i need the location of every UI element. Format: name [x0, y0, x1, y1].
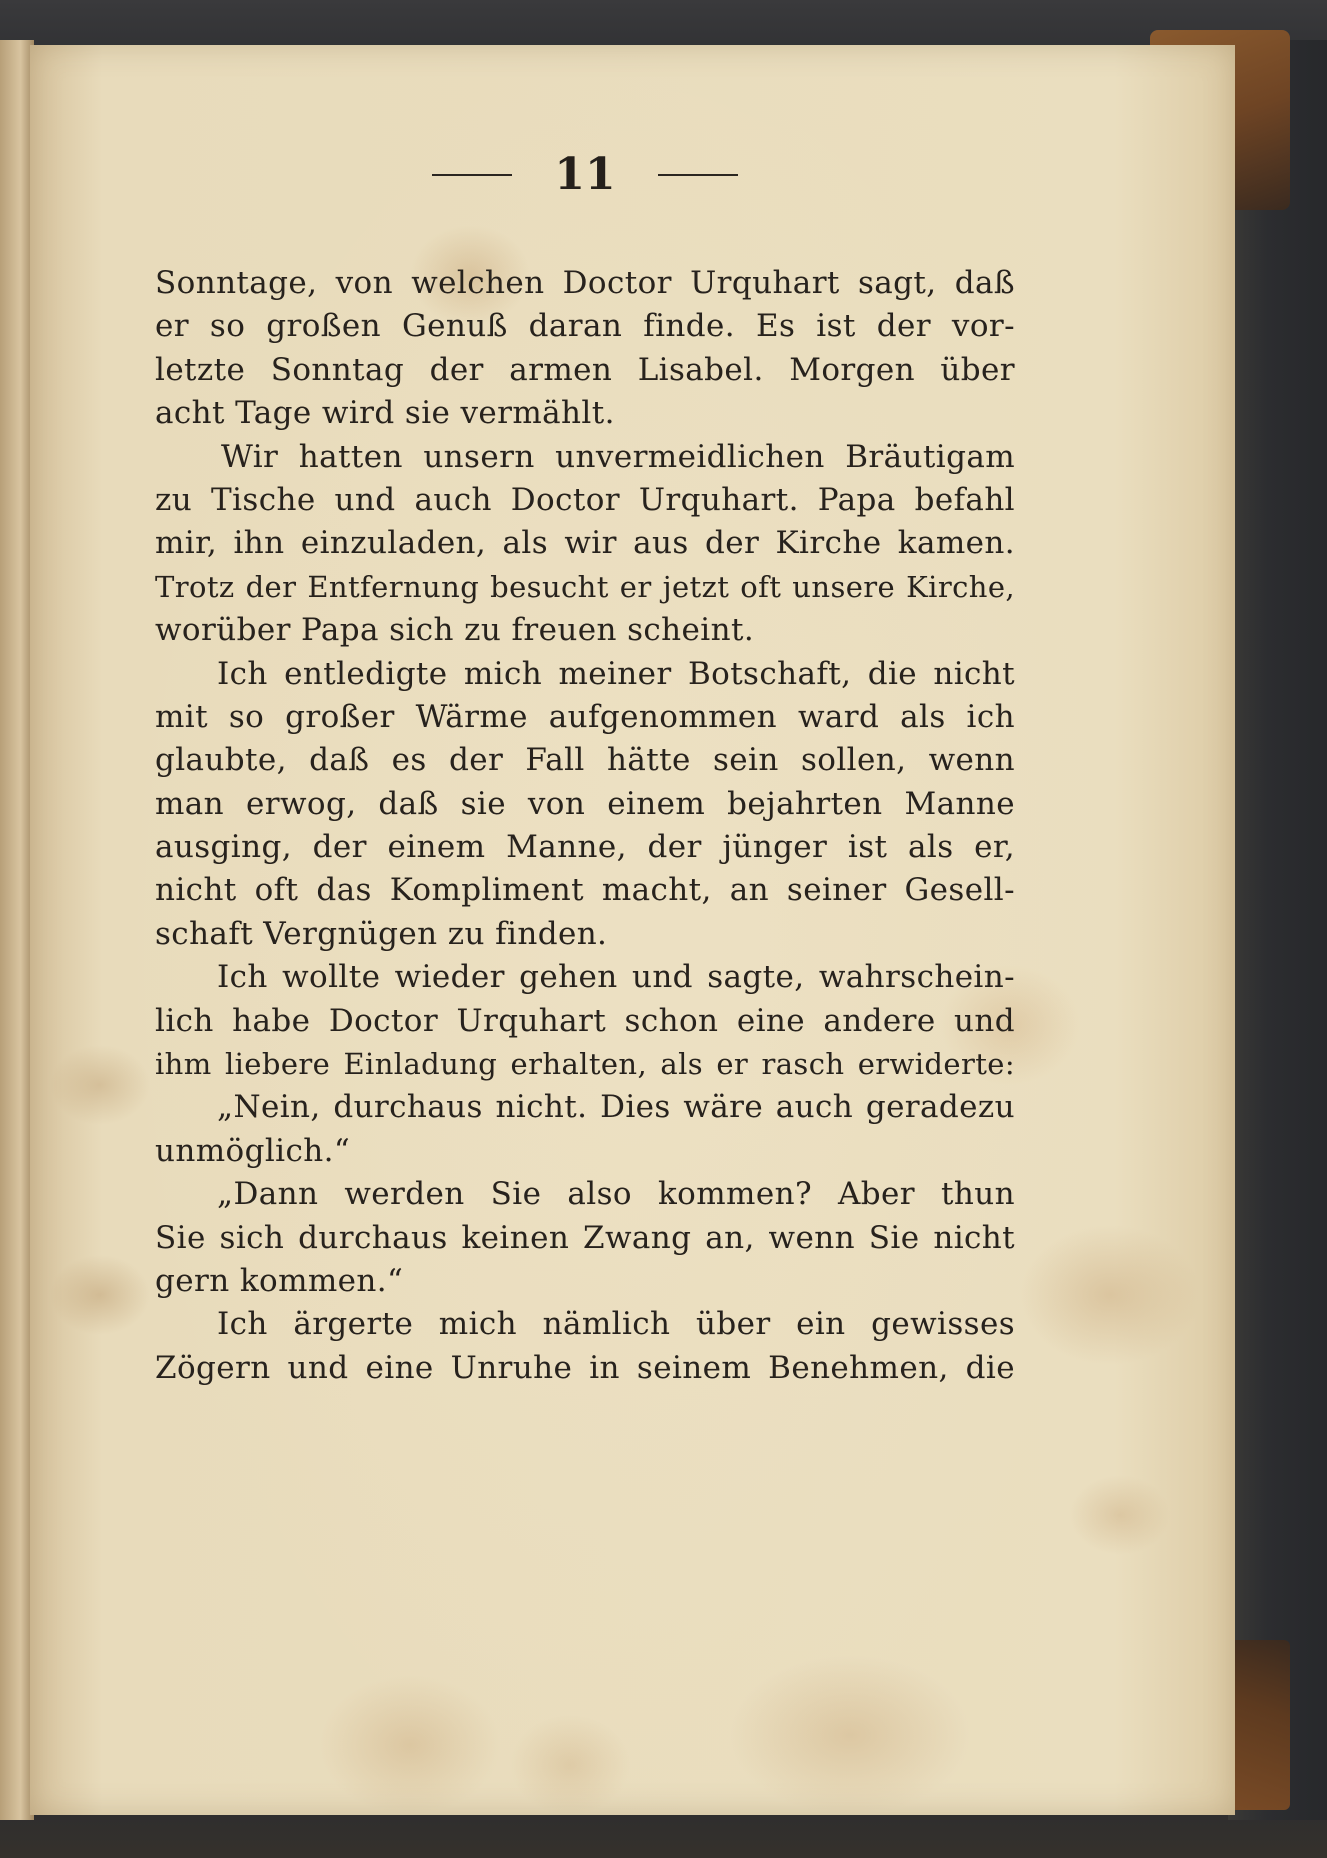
text-line: letzte Sonntag der armen Lisabel. Morgen über [155, 351, 1015, 388]
text-line: Trotz der Entfernung besucht er jetzt oft unsere Kirche, [155, 569, 1015, 604]
text-line: Wir hatten unsern unvermeidlichen Bräutigam [221, 438, 1015, 475]
text-line: lich habe Doctor Urquhart schon eine andere und [155, 1002, 1015, 1039]
text-line: „Dann werden Sie also kommen? Aber thun [217, 1176, 1015, 1213]
cover-edge [1228, 40, 1327, 1820]
text-line: man erwog, daß sie von einem bejahrten Manne [155, 785, 1015, 822]
text-line: gern kommen.“ [155, 1262, 404, 1299]
text-line: schaft Vergnügen zu finden. [155, 915, 608, 952]
text-line: ausging, der einem Manne, der jünger ist als er, [155, 829, 1015, 866]
text-line: Sonntage, von welchen Doctor Urquhart sagt, daß [155, 265, 1015, 301]
text-line: zu Tische und auch Doctor Urquhart. Papa befahl [155, 481, 1015, 518]
text-line: Ich entledigte mich meiner Botschaft, die nicht [217, 655, 1015, 692]
page-number: 11 [554, 149, 616, 200]
text-line: Zögern und eine Unruhe in seinem Benehmen, die [155, 1349, 1015, 1386]
header-rule-right [658, 174, 738, 176]
text-line: ihm liebere Einladung erhalten, als er rasch erwiderte: [155, 1047, 1015, 1082]
facing-page-edge [0, 40, 34, 1820]
text-line: mir, ihn einzuladen, als wir aus der Kirche kamen. [155, 525, 1015, 562]
text-line: „Nein, durchaus nicht. Dies wäre auch geradezu [217, 1089, 1015, 1126]
text-line: acht Tage wird sie vermählt. [155, 395, 615, 432]
header-rule-left [432, 174, 512, 176]
text-line: unmöglich.“ [155, 1132, 351, 1169]
text-line: Ich wollte wieder gehen und sagte, wahrschein- [217, 959, 1015, 996]
page-body-text [155, 262, 1015, 1390]
text-line: glaubte, daß es der Fall hätte sein sollen, wenn [155, 742, 1015, 779]
text-line: worüber Papa sich zu freuen scheint. [155, 612, 755, 649]
text-line: Sie sich durchaus keinen Zwang an, wenn Sie nicht [155, 1219, 1015, 1256]
text-line: nicht oft das Kompliment macht, an seiner Gesell- [155, 872, 1015, 909]
text-line: Ich ärgerte mich nämlich über ein gewisses [217, 1306, 1015, 1343]
page-header [420, 150, 750, 200]
text-line: mit so großer Wärme aufgenommen ward als ich [155, 698, 1015, 735]
text-line: er so großen Genuß daran finde. Es ist der vor- [155, 308, 1015, 345]
